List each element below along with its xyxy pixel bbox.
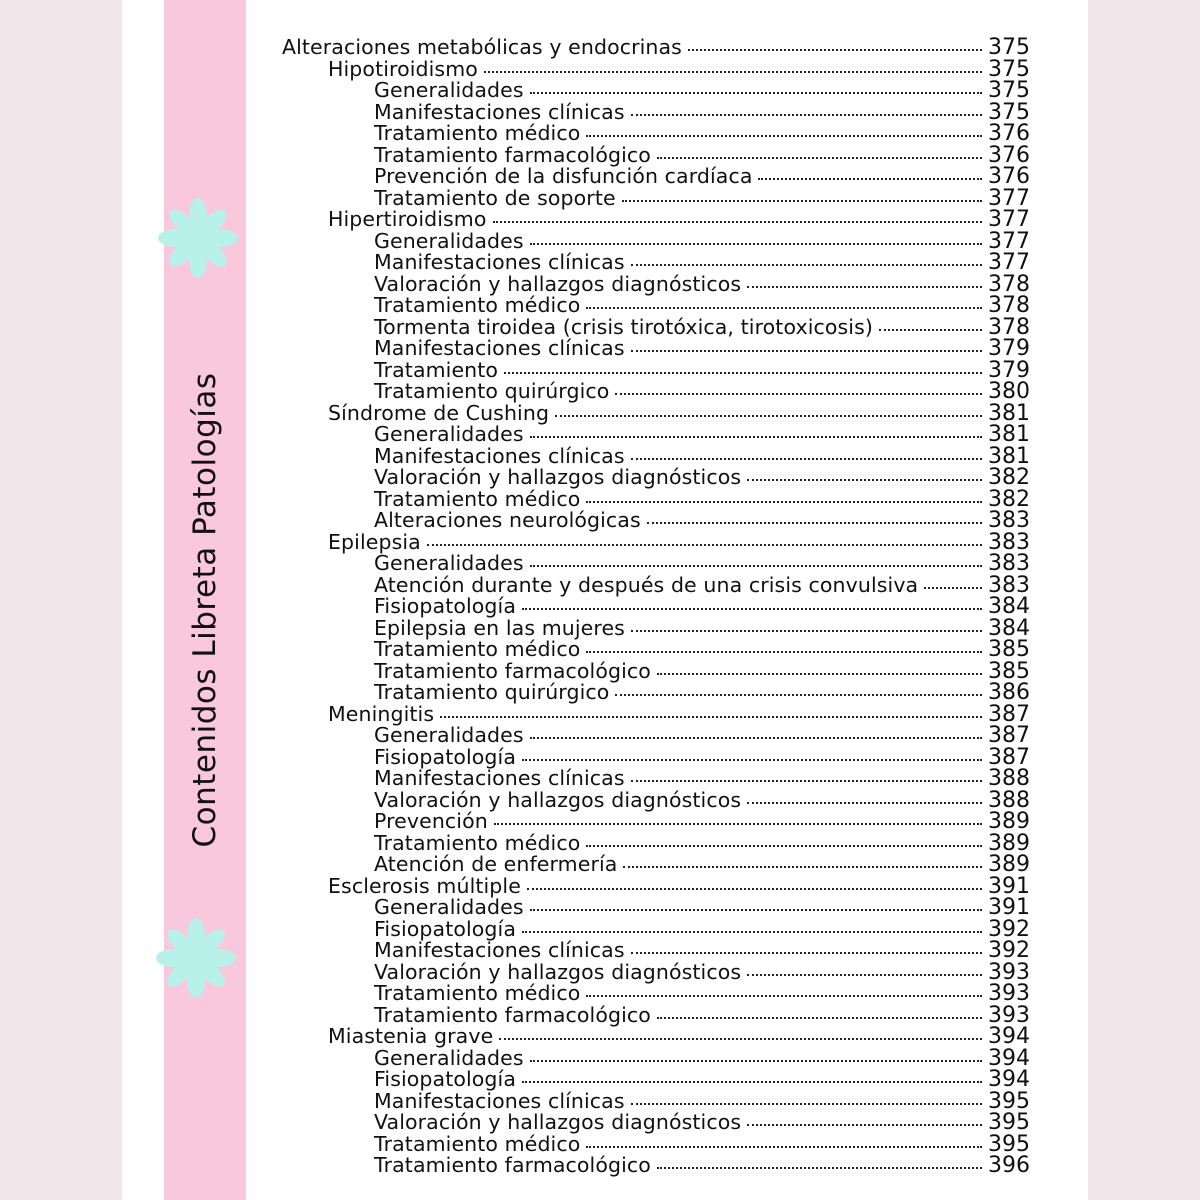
toc-entry [374,488,1030,510]
dot-leader [623,866,982,868]
toc-entry-page: 394 [988,1024,1030,1049]
toc-entry-label: Manifestaciones clínicas [374,336,625,360]
toc-entry-page: 386 [988,680,1030,705]
toc-entry [374,724,1030,746]
toc-entry-label: Prevención [374,809,488,833]
toc-entry [374,144,1030,166]
toc-entry-page: 388 [988,787,1030,813]
dot-leader [427,544,982,546]
toc-entry [374,595,1030,617]
toc-entry-label: Epilepsia en las mujeres [374,615,625,640]
toc-entry-page: 376 [988,142,1030,168]
dot-leader [631,264,982,266]
toc-entry-label: Fisiopatología [374,1067,516,1091]
toc-entry [374,294,1030,316]
dot-leader [586,135,982,137]
dot-leader [747,974,982,976]
toc-entry-label: Fisiopatología [374,916,516,941]
dot-leader [530,909,982,911]
dot-leader [522,1081,982,1083]
dot-leader [586,845,982,847]
toc-entry [374,1133,1030,1155]
toc-entry-page: 384 [988,594,1030,619]
dot-leader [631,458,982,460]
dot-leader [924,587,982,589]
toc-entry [374,896,1030,918]
dot-leader [586,995,982,997]
dot-leader [631,1103,982,1105]
toc-entry [328,1025,1030,1047]
toc-entry [374,638,1030,660]
toc-entry [374,466,1030,488]
toc-entry-label: Hipotiroidismo [328,56,478,81]
dot-leader [522,931,982,933]
dot-leader [631,952,982,954]
toc-entry-page: 377 [988,185,1030,211]
toc-entry [374,509,1030,531]
toc-entry-page: 384 [988,615,1030,641]
toc-entry [374,380,1030,402]
toc-entry [374,79,1030,101]
dot-leader [530,737,982,739]
toc-entry-label: Manifestaciones clínicas [374,766,625,790]
dot-leader [586,501,982,503]
dot-leader [747,286,982,288]
dot-leader [631,630,982,632]
dot-leader [586,1146,982,1148]
toc-entry-label: Generalidades [374,551,524,575]
toc-entry [328,402,1030,424]
toc-entry-page: 375 [988,56,1030,82]
toc-entry-label: Manifestaciones clínicas [374,443,625,468]
toc-entry-page: 385 [988,658,1030,684]
toc-entry-label: Valoración y hallazgos diagnósticos [374,465,742,489]
toc-entry-label: Tratamiento médico [374,486,581,511]
toc-entry-page: 385 [988,637,1030,662]
toc-entry [374,789,1030,811]
toc-entry-page: 395 [988,1131,1030,1157]
dot-leader [484,71,982,73]
toc-entry [328,58,1030,80]
toc-entry-label: Epilepsia [328,529,421,554]
toc-entry [374,660,1030,682]
toc-entry [374,1004,1030,1026]
toc-entry [374,273,1030,295]
toc-entry-label: Tratamiento médico [374,121,581,145]
toc-entry-page: 387 [988,744,1030,770]
toc-entry [374,681,1030,703]
dot-leader [615,393,982,395]
toc-entry [374,165,1030,187]
toc-entry-page: 375 [988,99,1030,125]
toc-entry [374,767,1030,789]
toc-entry-label: Tratamiento [374,357,499,382]
toc-entry-page: 379 [988,357,1030,383]
dot-leader [657,1167,982,1169]
toc-entry-page: 379 [988,336,1030,361]
dot-leader [622,200,982,202]
toc-entry-page: 380 [988,379,1030,404]
dot-leader [631,350,982,352]
toc-entry [374,187,1030,209]
dot-leader [657,1017,982,1019]
toc-entry-page: 381 [988,400,1030,426]
toc-entry-label: Generalidades [374,422,524,446]
dot-leader [586,651,982,653]
toc-entry-page: 387 [988,701,1030,727]
toc-entry-label: Tormenta tiroidea (crisis tirotóxica, tirotoxicosis) [374,314,873,339]
toc-entry-label: Tratamiento farmacológico [374,658,651,683]
toc-entry-page: 381 [988,443,1030,469]
dot-leader [631,780,982,782]
toc-entry-page: 394 [988,1067,1030,1092]
toc-entry-label: Generalidades [374,895,524,919]
toc-entry [374,1068,1030,1090]
toc-entry-label: Hipertiroidismo [328,207,487,231]
toc-entry [374,918,1030,940]
toc-entry-page: 393 [988,981,1030,1006]
toc-entry-label: Esclerosis múltiple [328,873,521,898]
toc-entry-page: 377 [988,207,1030,232]
flower-icon [156,918,236,998]
dot-leader [747,1124,982,1126]
toc-entry-page: 378 [988,293,1030,318]
toc-entry-page: 389 [988,852,1030,877]
toc-entry [374,337,1030,359]
toc-entry [374,961,1030,983]
toc-entry [374,1111,1030,1133]
dot-leader [530,565,982,567]
toc-entry-page: 387 [988,723,1030,748]
toc-entry-page: 392 [988,916,1030,942]
dot-leader [555,415,982,417]
dot-leader [530,436,982,438]
dot-leader [527,888,982,890]
toc-entry [328,531,1030,553]
toc-entry-page: 389 [988,830,1030,856]
dot-leader [493,221,982,223]
toc-entry [328,703,1030,725]
toc-entry [374,122,1030,144]
toc-entry-label: Atención durante y después de una crisis convulsiva [374,572,919,597]
toc-entry-label: Tratamiento farmacológico [374,1153,651,1177]
toc-entry [374,982,1030,1004]
toc-entry-label: Valoración y hallazgos diagnósticos [374,1110,742,1134]
toc-entry-page: 394 [988,1045,1030,1071]
toc-entry-label: Meningitis [328,701,435,726]
toc-entry-page: 391 [988,873,1030,899]
toc-entry-page: 393 [988,959,1030,985]
toc-entry-label: Manifestaciones clínicas [374,99,625,124]
toc-entry-page: 375 [988,35,1030,60]
toc-entry-label: Fisiopatología [374,744,516,769]
toc-entry-label: Generalidades [374,78,524,102]
dot-leader [504,372,982,374]
toc-entry-label: Tratamiento farmacológico [374,142,651,167]
toc-entry [374,101,1030,123]
dot-leader [499,1038,982,1040]
toc-entry-label: Tratamiento médico [374,830,581,855]
toc-entry [374,359,1030,381]
toc-entry-label: Manifestaciones clínicas [374,250,625,274]
toc-entry [282,36,1030,58]
toc-entry [374,552,1030,574]
toc-entry-label: Atención de enfermería [374,852,618,876]
toc-entry-page: 377 [988,228,1030,254]
dot-leader [758,178,982,180]
toc-entry-label: Prevención de la disfunción cardíaca [374,164,753,188]
toc-entry-page: 396 [988,1153,1030,1178]
toc-entry [328,208,1030,230]
dot-leader [440,716,982,718]
toc-entry-label: Tratamiento quirúrgico [374,379,610,403]
dot-leader [615,694,982,696]
toc-entry [374,617,1030,639]
dot-leader [530,92,982,94]
toc-entry [374,445,1030,467]
dot-leader [631,114,982,116]
toc-entry-page: 389 [988,809,1030,834]
dot-leader [522,608,982,610]
toc-entry-label: Alteraciones metabólicas y endocrinas [282,35,682,59]
dot-leader [494,823,982,825]
toc-entry-page: 376 [988,164,1030,189]
toc-entry-page: 378 [988,314,1030,340]
toc-entry-label: Fisiopatología [374,594,516,618]
toc-entry [374,939,1030,961]
toc-entry-page: 383 [988,572,1030,598]
dot-leader [747,802,982,804]
flower-icon [158,198,238,278]
toc-entry-page: 378 [988,271,1030,297]
dot-leader [879,329,982,331]
toc-entry-page: 392 [988,938,1030,963]
toc-entry-page: 388 [988,766,1030,791]
toc-entry-label: Tratamiento farmacológico [374,1002,651,1027]
toc-entry-page: 395 [988,1110,1030,1135]
dot-leader [530,243,982,245]
toc-entry [374,746,1030,768]
toc-entry [374,574,1030,596]
toc-entry-label: Tratamiento médico [374,981,581,1005]
toc-entry [374,230,1030,252]
toc-entry-page: 375 [988,78,1030,103]
toc-entry-label: Miastenia grave [328,1024,494,1048]
toc-entry-page: 393 [988,1002,1030,1028]
dot-leader [530,1060,982,1062]
side-title: Contenidos Libreta Patologías [187,372,223,848]
toc-entry [374,853,1030,875]
toc-entry-page: 391 [988,895,1030,920]
toc-entry-page: 376 [988,121,1030,146]
toc-entry [374,1154,1030,1176]
dot-leader [688,49,982,51]
toc-entry-page: 377 [988,250,1030,275]
toc-entry-page: 383 [988,551,1030,576]
dot-leader [657,157,982,159]
dot-leader [647,522,982,524]
toc-entry [374,1047,1030,1069]
toc-entry-label: Generalidades [374,1045,524,1070]
dot-leader [657,673,982,675]
toc-entry [374,316,1030,338]
toc-entry-label: Valoración y hallazgos diagnósticos [374,271,742,296]
toc-entry [328,875,1030,897]
toc-entry [374,423,1030,445]
toc-entry-page: 383 [988,529,1030,555]
toc-entry-label: Tratamiento médico [374,637,581,661]
toc-entry-label: Manifestaciones clínicas [374,1088,625,1113]
toc-entry-label: Valoración y hallazgos diagnósticos [374,959,742,984]
toc-entry-label: Generalidades [374,228,524,253]
toc-entry-label: Tratamiento médico [374,1131,581,1156]
toc-entry-label: Síndrome de Cushing [328,400,550,425]
dot-leader [586,307,982,309]
toc-entry [374,1090,1030,1112]
toc-entry-page: 395 [988,1088,1030,1114]
toc-entry-page: 382 [988,486,1030,512]
toc-entry [374,251,1030,273]
toc-entry-label: Tratamiento médico [374,293,581,317]
toc-entry-label: Tratamiento de soporte [374,185,616,210]
toc-entry-page: 381 [988,422,1030,447]
toc-entry-label: Tratamiento quirúrgico [374,680,610,704]
toc-entry-page: 383 [988,508,1030,533]
toc-entry-label: Manifestaciones clínicas [374,938,625,962]
dot-leader [747,479,982,481]
toc-entry-label: Alteraciones neurológicas [374,508,641,532]
toc-entry-label: Valoración y hallazgos diagnósticos [374,787,742,812]
toc-entry-label: Generalidades [374,723,524,747]
toc-entry [374,810,1030,832]
toc-entry [374,832,1030,854]
toc-entry-page: 382 [988,465,1030,490]
dot-leader [522,759,982,761]
